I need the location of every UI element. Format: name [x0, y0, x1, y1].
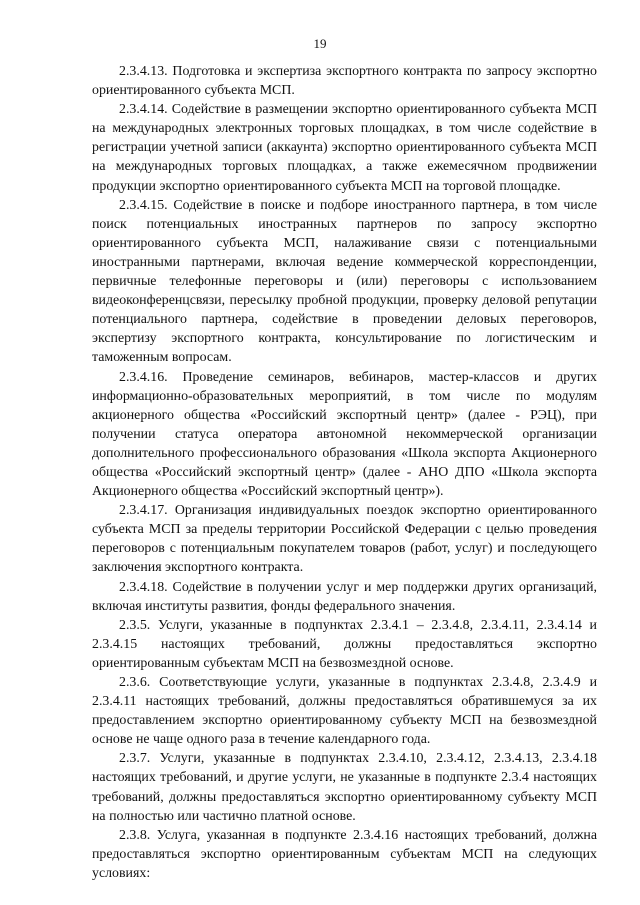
paragraph-2-3-5: 2.3.5. Услуги, указанные в подпунктах 2.3.4.1 – 2.3.4.8, 2.3.4.11, 2.3.4.14 и 2.3.4.15 настоящих требований, должны предоставляться экспортно ориентированным субъектам МСП на безвозмездной основе. [92, 617, 597, 671]
document-body [92, 62, 597, 883]
paragraph-2-3-4-15: 2.3.4.15. Содействие в поиске и подборе иностранного партнера, в том числе поиск потенциальных иностранных партнеров по запросу экспортно ориентированного субъекта МСП, налаживание связи с потенциальными иностранными партнерами, включая ведение коммерческой корреспонденции, первичные телефонные переговоры и (или) переговоры с использованием видеоконференцсвязи, пересылку пробной продукции, проверку деловой репутации потенциального партнера, содействие в проведении деловых переговоров, экспертизу экспортного контракта, консультирование по логистическим и таможенным вопросам. [92, 197, 597, 366]
paragraph-2-3-4-16: 2.3.4.16. Проведение семинаров, вебинаров, мастер-классов и других информационно-образовательных мероприятий, в том числе по модулям акционерного общества «Российский экспортный центр» (далее - РЭЦ), при получении статуса оператора автономной некоммерческой организации дополнительного профессионального образования «Школа экспорта Акционерного общества «Российский экспортный центр» (далее - АНО ДПО «Школа экспорта Акционерного общества «Российский экспортный центр»). [92, 369, 597, 500]
page-number: 19 [313, 36, 327, 51]
paragraph-2-3-4-18: 2.3.4.18. Содействие в получении услуг и мер поддержки других организаций, включая институты развития, фонды федерального значения. [92, 579, 597, 614]
paragraph-2-3-4-17: 2.3.4.17. Организация индивидуальных поездок экспортно ориентированного субъекта МСП за пределы территории Российской Федерации с целью проведения переговоров с потенциальным покупателем товаров (работ, услуг) и последующего заключения экспортного контракта. [92, 503, 597, 576]
paragraph-2-3-6: 2.3.6. Соответствующие услуги, указанные в подпунктах 2.3.4.8, 2.3.4.9 и 2.3.4.11 настоящих требований, должны предоставляться обратившемуся за их предоставлением экспортно ориентированному субъекту МСП на безвозмездной основе не чаще одного раза в течение календарного года. [92, 675, 597, 748]
paragraph-2-3-4-14: 2.3.4.14. Содействие в размещении экспортно ориентированного субъекта МСП на международных электронных торговых площадках, в том числе содействие в регистрации учетной записи (аккаунта) экспортно ориентированного субъекта МСП на международных торговых площадках, а также ежемесячном продвижении продукции экспортно ориентированного субъекта МСП на торговой площадке. [92, 102, 597, 194]
paragraph-2-3-8: 2.3.8. Услуга, указанная в подпункте 2.3.4.16 настоящих требований, должна предоставляться экспортно ориентированным субъектам МСП на следующих условиях: [92, 827, 597, 881]
paragraph-2-3-7: 2.3.7. Услуги, указанные в подпунктах 2.3.4.10, 2.3.4.12, 2.3.4.13, 2.3.4.18 настоящих требований, и другие услуги, не указанные в подпункте 2.3.4 настоящих требований, должны предоставляться экспортно ориентированному субъекту МСП на полностью или частично платной основе. [92, 751, 597, 824]
paragraph-2-3-4-13: 2.3.4.13. Подготовка и экспертиза экспортного контракта по запросу экспортно ориентированного субъекта МСП. [92, 64, 597, 99]
